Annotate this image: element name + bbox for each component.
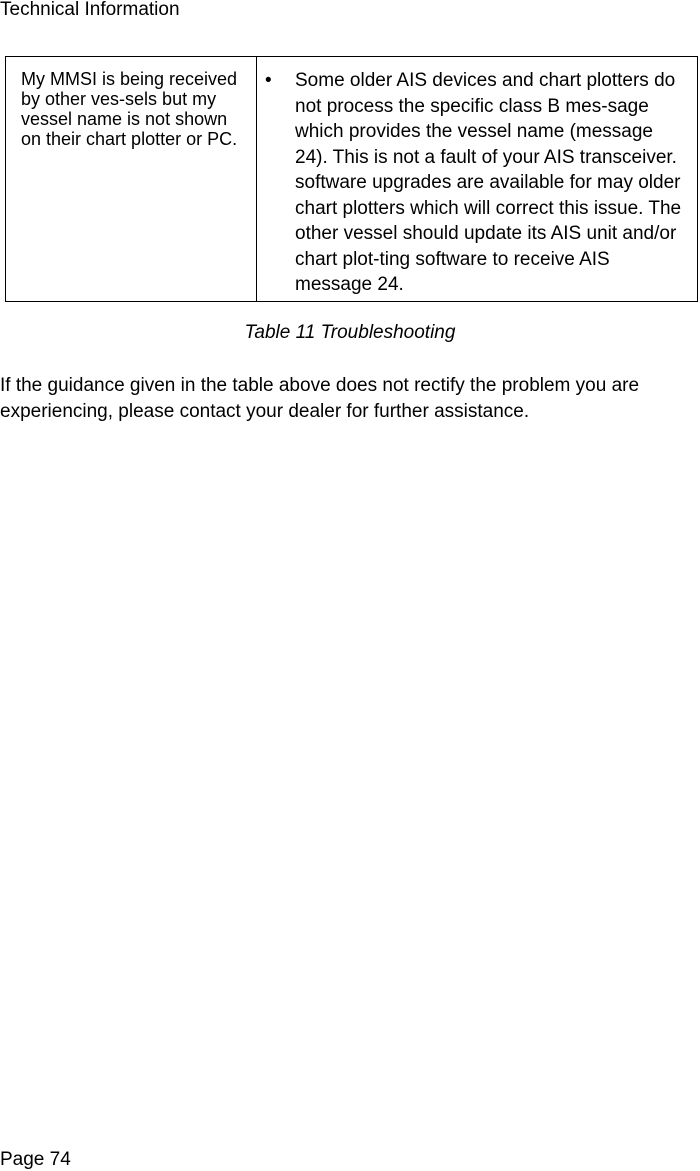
problem-cell: My MMSI is being received by other ves-sels but my vessel name is not shown on their chart plotter or PC.: [6, 57, 257, 301]
running-header: Technical Information: [0, 0, 180, 20]
page-number: Page 74: [0, 1149, 71, 1170]
solution-text: Some older AIS devices and chart plotters do not process the specific class B mes-sage which provides the vessel name (message 24). This is not a fault of your AIS transceiver. software upgrades are available for may older chart plotters which will correct this issue. The other vessel should update its AIS unit and/or chart plot-ting software to receive AIS message 24.: [295, 70, 682, 295]
body-paragraph: If the guidance given in the table above does not rectify the problem you are experiencing, please contact your dealer for further assistance.: [0, 375, 640, 422]
solution-cell: [257, 57, 697, 301]
table-caption: Table 11 Troubleshooting: [244, 322, 456, 343]
bullet-marker: •: [265, 70, 272, 91]
troubleshooting-table: [5, 56, 698, 302]
